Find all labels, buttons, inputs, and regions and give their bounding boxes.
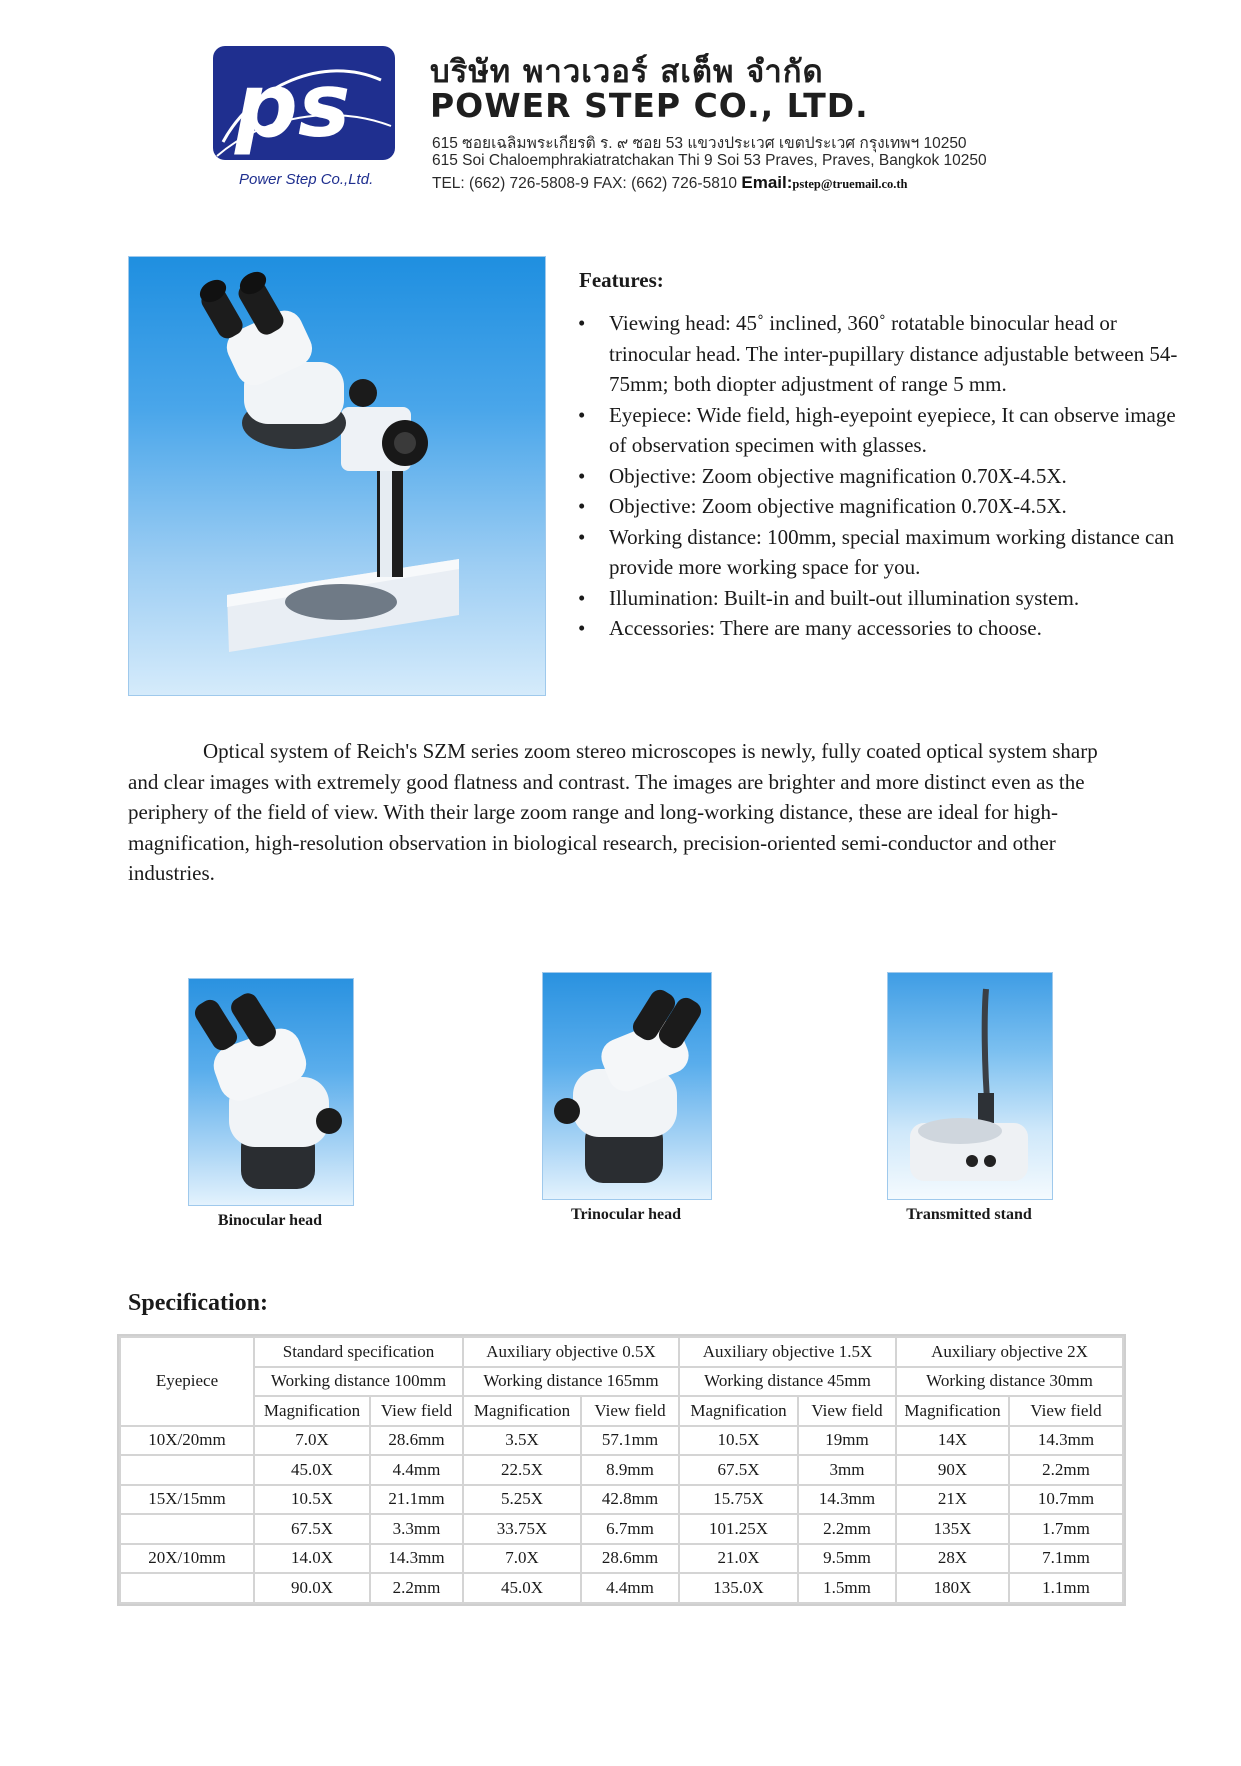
magnification-cell: 135X xyxy=(896,1514,1009,1544)
eyepiece-cell: 10X/20mm xyxy=(120,1426,254,1456)
view-field-cell: 7.1mm xyxy=(1009,1544,1123,1574)
group-header: Standard specification xyxy=(254,1337,463,1367)
magnification-cell: 10.5X xyxy=(679,1426,798,1456)
magnification-cell: 14X xyxy=(896,1426,1009,1456)
email-value[interactable]: pstep@truemail.co.th xyxy=(792,177,908,191)
column-header: View field xyxy=(370,1396,463,1426)
table-row xyxy=(120,1514,1123,1544)
eyepiece-header: Eyepiece xyxy=(120,1337,254,1426)
view-field-cell: 1.1mm xyxy=(1009,1573,1123,1603)
magnification-cell: 10.5X xyxy=(254,1485,370,1515)
view-field-cell: 3mm xyxy=(798,1455,896,1485)
eyepiece-cell xyxy=(120,1455,254,1485)
column-header: Magnification xyxy=(254,1396,370,1426)
magnification-cell: 135.0X xyxy=(679,1573,798,1603)
list-item: • Objective: Zoom objective magnification 0.70X-4.5X. xyxy=(578,461,1178,492)
microscope-icon xyxy=(129,257,545,695)
tel-label: TEL: xyxy=(432,175,465,192)
working-distance-header: Working distance 165mm xyxy=(463,1367,679,1397)
list-item: • Objective: Zoom objective magnification 0.70X-4.5X. xyxy=(578,491,1178,522)
magnification-cell: 21.0X xyxy=(679,1544,798,1574)
view-field-cell: 21.1mm xyxy=(370,1485,463,1515)
magnification-cell: 14.0X xyxy=(254,1544,370,1574)
accessory-caption: Transmitted stand xyxy=(906,1206,1032,1223)
view-field-cell: 14.3mm xyxy=(798,1485,896,1515)
address-english: 615 Soi Chaloemphrakiatratchakan Thi 9 Soi 53 Praves, Praves, Bangkok 10250 xyxy=(432,152,987,169)
company-name-english: POWER STEP CO., LTD. xyxy=(430,86,869,125)
address-thai: 615 ซอยเฉลิมพระเกียรติ ร. ๙ ซอย 53 แขวงประเวศ เขตประเวศ กรุงเทพฯ 10250 xyxy=(432,135,967,152)
magnification-cell: 33.75X xyxy=(463,1514,581,1544)
binocular-head-photo xyxy=(188,978,354,1206)
magnification-cell: 90X xyxy=(896,1455,1009,1485)
view-field-cell: 4.4mm xyxy=(370,1455,463,1485)
intro-paragraph: Optical system of Reich's SZM series zoom stereo microscopes is newly, fully coated optical system sharp and clear images with extremely good flatness and contrast. The images are brighter and more distinct even as the periphery of the field of view. With their large zoom range and long-working distance, these are ideal for high-magnification, high-resolution observation in biological research, precision-oriented semi-conductor and other industries. xyxy=(128,739,1098,885)
magnification-cell: 101.25X xyxy=(679,1514,798,1544)
accessory-caption: Binocular head xyxy=(217,1212,323,1229)
view-field-cell: 10.7mm xyxy=(1009,1485,1123,1515)
magnification-cell: 15.75X xyxy=(679,1485,798,1515)
magnification-cell: 7.0X xyxy=(254,1426,370,1456)
logo-caption: Power Step Co.,Ltd. xyxy=(239,171,374,188)
transmitted-stand-photo xyxy=(887,972,1053,1200)
table-header-row xyxy=(120,1396,1123,1426)
stereo-microscope-photo xyxy=(128,256,546,696)
view-field-cell: 1.7mm xyxy=(1009,1514,1123,1544)
fax-value: (662) 726-5810 xyxy=(631,175,738,192)
magnification-cell: 28X xyxy=(896,1544,1009,1574)
view-field-cell: 6.7mm xyxy=(581,1514,679,1544)
view-field-cell: 28.6mm xyxy=(581,1544,679,1574)
working-distance-header: Working distance 45mm xyxy=(679,1367,896,1397)
email-label: Email: xyxy=(741,173,793,192)
eyepiece-cell: 15X/15mm xyxy=(120,1485,254,1515)
column-header: View field xyxy=(581,1396,679,1426)
company-name-thai: บริษัท พาวเวอร์ สเต็พ จำกัด xyxy=(430,54,824,90)
eyepiece-cell: 20X/10mm xyxy=(120,1544,254,1574)
view-field-cell: 4.4mm xyxy=(581,1573,679,1603)
spec-title: Specification: xyxy=(128,1290,268,1316)
magnification-cell: 3.5X xyxy=(463,1426,581,1456)
view-field-cell: 57.1mm xyxy=(581,1426,679,1456)
magnification-cell: 7.0X xyxy=(463,1544,581,1574)
table-row xyxy=(120,1573,1123,1603)
eyepiece-cell xyxy=(120,1573,254,1603)
list-item: • Accessories: There are many accessories to choose. xyxy=(578,613,1178,644)
magnification-cell: 45.0X xyxy=(254,1455,370,1485)
working-distance-header: Working distance 30mm xyxy=(896,1367,1123,1397)
table-header-row xyxy=(120,1337,1123,1367)
tel-value: (662) 726-5808-9 xyxy=(469,175,589,192)
magnification-cell: 21X xyxy=(896,1485,1009,1515)
table-header-row xyxy=(120,1367,1123,1397)
view-field-cell: 2.2mm xyxy=(1009,1455,1123,1485)
magnification-cell: 22.5X xyxy=(463,1455,581,1485)
group-header: Auxiliary objective 1.5X xyxy=(679,1337,896,1367)
list-item: • Working distance: 100mm, special maximum working distance can provide more working space for you. xyxy=(578,522,1178,583)
company-logo xyxy=(213,46,395,191)
column-header: Magnification xyxy=(679,1396,798,1426)
view-field-cell: 9.5mm xyxy=(798,1544,896,1574)
features-title: Features: xyxy=(579,268,664,292)
group-header: Auxiliary objective 0.5X xyxy=(463,1337,679,1367)
column-header: View field xyxy=(798,1396,896,1426)
view-field-cell: 14.3mm xyxy=(370,1544,463,1574)
trinocular-head-icon xyxy=(543,973,711,1199)
view-field-cell: 8.9mm xyxy=(581,1455,679,1485)
spec-table-body xyxy=(120,1426,1123,1603)
view-field-cell: 14.3mm xyxy=(1009,1426,1123,1456)
table-row xyxy=(120,1485,1123,1515)
table-row xyxy=(120,1426,1123,1456)
working-distance-header: Working distance 100mm xyxy=(254,1367,463,1397)
features-list xyxy=(578,308,1178,644)
eyepiece-cell xyxy=(120,1514,254,1544)
list-item: • Eyepiece: Wide field, high-eyepoint eyepiece, It can observe image of observation specimen with glasses. xyxy=(578,400,1178,461)
view-field-cell: 19mm xyxy=(798,1426,896,1456)
column-header: Magnification xyxy=(463,1396,581,1426)
magnification-cell: 67.5X xyxy=(679,1455,798,1485)
view-field-cell: 42.8mm xyxy=(581,1485,679,1515)
magnification-cell: 45.0X xyxy=(463,1573,581,1603)
group-header: Auxiliary objective 2X xyxy=(896,1337,1123,1367)
magnification-cell: 90.0X xyxy=(254,1573,370,1603)
view-field-cell: 2.2mm xyxy=(370,1573,463,1603)
logo-mark: ps xyxy=(235,54,351,157)
magnification-cell: 5.25X xyxy=(463,1485,581,1515)
column-header: Magnification xyxy=(896,1396,1009,1426)
list-item: • Illumination: Built-in and built-out illumination system. xyxy=(578,583,1178,614)
accessory-caption: Trinocular head xyxy=(570,1206,682,1223)
table-row xyxy=(120,1455,1123,1485)
magnification-cell: 180X xyxy=(896,1573,1009,1603)
contact-line xyxy=(432,173,908,193)
view-field-cell: 2.2mm xyxy=(798,1514,896,1544)
transmitted-stand-icon xyxy=(888,973,1052,1199)
spec-table xyxy=(119,1336,1124,1604)
table-row xyxy=(120,1544,1123,1574)
view-field-cell: 1.5mm xyxy=(798,1573,896,1603)
trinocular-head-photo xyxy=(542,972,712,1200)
fax-label: FAX: xyxy=(593,175,627,192)
view-field-cell: 28.6mm xyxy=(370,1426,463,1456)
binocular-head-icon xyxy=(189,979,353,1205)
list-item: • Viewing head: 45˚ inclined, 360˚ rotatable binocular head or trinocular head. The inter-pupillary distance adjustable between 54-75mm; both diopter adjustment of range 5 mm. xyxy=(578,308,1178,400)
view-field-cell: 3.3mm xyxy=(370,1514,463,1544)
magnification-cell: 67.5X xyxy=(254,1514,370,1544)
column-header: View field xyxy=(1009,1396,1123,1426)
